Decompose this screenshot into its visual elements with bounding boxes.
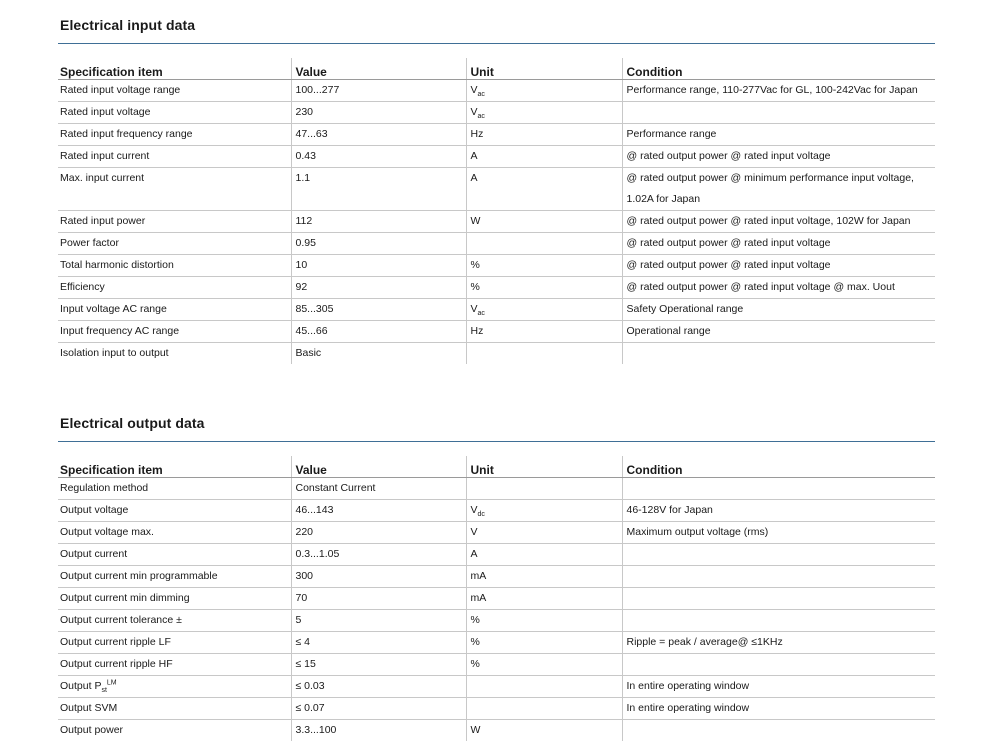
spec-unit-cell — [466, 343, 622, 365]
spec-item-label: Max. input current — [60, 172, 144, 184]
spec-unit-cell — [466, 588, 622, 610]
table-row — [58, 676, 935, 698]
spec-item-label: Output current — [60, 548, 127, 560]
spec-unit-label: % — [471, 614, 480, 626]
spec-unit-label: W — [471, 724, 481, 736]
spec-condition-cell — [622, 632, 935, 654]
spec-item-cell — [58, 478, 291, 500]
spec-unit-label: V — [471, 504, 478, 516]
spec-unit-cell — [466, 277, 622, 299]
spec-item-label: Rated input frequency range — [60, 128, 193, 140]
spec-condition-cell — [622, 343, 935, 365]
spec-value-cell: ≤ 15 — [291, 654, 466, 676]
spec-item-label: Rated input voltage range — [60, 84, 180, 96]
spec-unit-label: % — [471, 281, 480, 293]
spec-condition-cell — [622, 698, 935, 720]
spec-condition-text: @ rated output power @ rated input voltage — [627, 259, 831, 271]
table-row — [58, 566, 935, 588]
spec-item-label: Isolation input to output — [60, 347, 169, 359]
table-header-row — [58, 58, 935, 80]
spec-item-cell — [58, 522, 291, 544]
spec-condition-cell — [622, 146, 935, 168]
spec-condition-cell — [622, 321, 935, 343]
spec-unit-cell — [466, 522, 622, 544]
table-row — [58, 211, 935, 233]
spec-item-cell — [58, 698, 291, 720]
spec-unit-label: Hz — [471, 325, 484, 337]
spec-unit-subscript: ac — [478, 91, 485, 98]
table-row — [58, 299, 935, 321]
header-condition: Condition — [622, 58, 935, 80]
spec-unit-cell — [466, 255, 622, 277]
table-row — [58, 544, 935, 566]
table-row — [58, 698, 935, 720]
header-value: Value — [291, 58, 466, 80]
table-header-row — [58, 456, 935, 478]
spec-item-cell — [58, 720, 291, 741]
output-spec-table — [58, 456, 935, 741]
spec-item-cell — [58, 211, 291, 233]
table-row — [58, 168, 935, 211]
spec-item-cell — [58, 255, 291, 277]
spec-value-cell: 85...305 — [291, 299, 466, 321]
spec-value-cell: Basic — [291, 343, 466, 365]
spec-value-cell: 112 — [291, 211, 466, 233]
table-row — [58, 522, 935, 544]
spec-unit-cell — [466, 632, 622, 654]
spec-item-cell — [58, 343, 291, 365]
spec-value-cell: Constant Current — [291, 478, 466, 500]
spec-condition-cell — [622, 233, 935, 255]
spec-value-cell: 5 — [291, 610, 466, 632]
spec-condition-cell — [622, 80, 935, 102]
spec-value-cell: 10 — [291, 255, 466, 277]
spec-value-cell: 0.3...1.05 — [291, 544, 466, 566]
spec-condition-text: 1.02A for Japan — [627, 193, 701, 205]
header-value: Value — [291, 456, 466, 478]
spec-item-label: Regulation method — [60, 482, 148, 494]
spec-item-cell — [58, 588, 291, 610]
table-row — [58, 478, 935, 500]
spec-value-cell: 47...63 — [291, 124, 466, 146]
spec-unit-label: A — [471, 172, 478, 184]
input-spec-table — [58, 58, 935, 364]
spec-unit-label: mA — [471, 570, 487, 582]
spec-unit-cell — [466, 698, 622, 720]
spec-unit-label: V — [471, 303, 478, 315]
spec-unit-cell — [466, 720, 622, 741]
spec-condition-cell — [622, 299, 935, 321]
table-row — [58, 500, 935, 522]
table-row — [58, 233, 935, 255]
table-row — [58, 124, 935, 146]
table-row — [58, 343, 935, 365]
spec-unit-label: % — [471, 259, 480, 271]
table-row — [58, 255, 935, 277]
spec-item-label: Total harmonic distortion — [60, 259, 174, 271]
spec-condition-cell — [622, 588, 935, 610]
table-row — [58, 146, 935, 168]
spec-item-subscript: st — [101, 687, 106, 694]
spec-value-cell: ≤ 4 — [291, 632, 466, 654]
spec-unit-cell — [466, 544, 622, 566]
spec-item-cell — [58, 632, 291, 654]
spec-unit-cell — [466, 211, 622, 233]
spec-item-label: Output current min programmable — [60, 570, 218, 582]
spec-condition-cell — [622, 544, 935, 566]
spec-value-cell: 70 — [291, 588, 466, 610]
spec-item-label: Output current min dimming — [60, 592, 190, 604]
spec-condition-text: Operational range — [627, 325, 711, 337]
spec-unit-label: V — [471, 526, 478, 538]
spec-item-label: Output voltage max. — [60, 526, 154, 538]
spec-condition-cell — [622, 654, 935, 676]
table-row — [58, 588, 935, 610]
spec-value-cell: 0.95 — [291, 233, 466, 255]
title-divider — [58, 441, 935, 442]
spec-condition-cell — [622, 211, 935, 233]
spec-unit-cell — [466, 102, 622, 124]
spec-unit-cell — [466, 500, 622, 522]
spec-condition-cell — [622, 500, 935, 522]
spec-unit-cell — [466, 478, 622, 500]
spec-item-cell — [58, 233, 291, 255]
spec-unit-label: A — [471, 548, 478, 560]
table-row — [58, 277, 935, 299]
header-unit: Unit — [466, 456, 622, 478]
spec-item-cell — [58, 168, 291, 211]
spec-unit-label: A — [471, 150, 478, 162]
spec-condition-cell — [622, 124, 935, 146]
spec-value-cell: 3.3...100 — [291, 720, 466, 741]
spec-item-cell — [58, 500, 291, 522]
spec-item-label: Rated input current — [60, 150, 149, 162]
spec-value-cell: 220 — [291, 522, 466, 544]
spec-condition-cell — [622, 610, 935, 632]
spec-unit-label: V — [471, 84, 478, 96]
spec-unit-subscript: ac — [478, 113, 485, 120]
spec-condition-cell — [622, 720, 935, 741]
spec-condition-cell — [622, 676, 935, 698]
table-row — [58, 610, 935, 632]
spec-item-label: Rated input power — [60, 215, 145, 227]
spec-item-label: Output power — [60, 724, 123, 736]
spec-condition-text: @ rated output power @ rated input voltage — [627, 150, 831, 162]
spec-item-cell — [58, 654, 291, 676]
spec-item-label: Output P — [60, 680, 101, 692]
spec-condition-text: Performance range — [627, 128, 717, 140]
spec-condition-cell — [622, 522, 935, 544]
spec-condition-text: @ rated output power @ rated input voltage @ max. Uout — [627, 281, 895, 293]
spec-unit-cell — [466, 610, 622, 632]
spec-condition-cell — [622, 102, 935, 124]
spec-item-label: Power factor — [60, 237, 119, 249]
spec-unit-cell — [466, 299, 622, 321]
spec-unit-label: Hz — [471, 128, 484, 140]
section-title-input: Electrical input data — [60, 17, 195, 33]
spec-unit-cell — [466, 676, 622, 698]
table-row — [58, 654, 935, 676]
header-item: Specification item — [58, 456, 291, 478]
spec-item-label: Rated input voltage — [60, 106, 150, 118]
spec-item-cell — [58, 102, 291, 124]
spec-unit-cell — [466, 321, 622, 343]
header-unit: Unit — [466, 58, 622, 80]
spec-condition-text: Maximum output voltage (rms) — [627, 526, 769, 538]
section-title-output: Electrical output data — [60, 415, 205, 431]
spec-item-label: Output current ripple LF — [60, 636, 171, 648]
spec-condition-text: @ rated output power @ minimum performance input voltage, — [627, 172, 914, 184]
table-row — [58, 102, 935, 124]
spec-condition-cell — [622, 566, 935, 588]
table-row — [58, 80, 935, 102]
header-item: Specification item — [58, 58, 291, 80]
spec-value-cell: 1.1 — [291, 168, 466, 211]
spec-item-cell — [58, 277, 291, 299]
spec-item-label: Input voltage AC range — [60, 303, 167, 315]
spec-item-cell — [58, 676, 291, 698]
table-row — [58, 720, 935, 741]
spec-item-cell — [58, 544, 291, 566]
spec-value-cell: 100...277 — [291, 80, 466, 102]
spec-unit-label: mA — [471, 592, 487, 604]
spec-unit-label: W — [471, 215, 481, 227]
spec-item-label: Efficiency — [60, 281, 105, 293]
spec-condition-cell — [622, 168, 935, 211]
spec-condition-text: 46-128V for Japan — [627, 504, 713, 516]
spec-unit-cell — [466, 233, 622, 255]
spec-unit-cell — [466, 80, 622, 102]
spec-condition-text: In entire operating window — [627, 702, 750, 714]
spec-unit-cell — [466, 566, 622, 588]
spec-condition-text: @ rated output power @ rated input voltage, 102W for Japan — [627, 215, 911, 227]
spec-item-cell — [58, 566, 291, 588]
table-row — [58, 632, 935, 654]
spec-condition-cell — [622, 478, 935, 500]
spec-unit-cell — [466, 146, 622, 168]
spec-item-cell — [58, 610, 291, 632]
spec-condition-text: Performance range, 110-277Vac for GL, 100-242Vac for Japan — [627, 84, 918, 96]
table-row — [58, 321, 935, 343]
spec-item-cell — [58, 146, 291, 168]
spec-value-cell: 230 — [291, 102, 466, 124]
spec-unit-label: % — [471, 636, 480, 648]
spec-unit-label: % — [471, 658, 480, 670]
spec-item-cell — [58, 80, 291, 102]
title-divider — [58, 43, 935, 44]
spec-item-label: Output SVM — [60, 702, 117, 714]
spec-unit-subscript: dc — [478, 511, 485, 518]
spec-item-cell — [58, 124, 291, 146]
spec-condition-text: In entire operating window — [627, 680, 750, 692]
spec-value-cell: 45...66 — [291, 321, 466, 343]
spec-condition-cell — [622, 277, 935, 299]
spec-unit-label: V — [471, 106, 478, 118]
spec-value-cell: 92 — [291, 277, 466, 299]
spec-value-cell: ≤ 0.03 — [291, 676, 466, 698]
spec-item-superscript: LM — [107, 680, 117, 687]
spec-unit-cell — [466, 168, 622, 211]
spec-value-cell: 46...143 — [291, 500, 466, 522]
spec-item-label: Input frequency AC range — [60, 325, 179, 337]
spec-condition-text: Safety Operational range — [627, 303, 744, 315]
spec-value-cell: 300 — [291, 566, 466, 588]
spec-unit-subscript: ac — [478, 310, 485, 317]
spec-item-label: Output current ripple HF — [60, 658, 173, 670]
spec-unit-cell — [466, 124, 622, 146]
spec-item-label: Output voltage — [60, 504, 128, 516]
spec-condition-text: Ripple = peak / average@ ≤1KHz — [627, 636, 783, 648]
spec-condition-cell — [622, 255, 935, 277]
spec-item-cell — [58, 299, 291, 321]
spec-condition-text: @ rated output power @ rated input voltage — [627, 237, 831, 249]
header-condition: Condition — [622, 456, 935, 478]
spec-item-label: Output current tolerance ± — [60, 614, 182, 626]
spec-value-cell: ≤ 0.07 — [291, 698, 466, 720]
spec-unit-cell — [466, 654, 622, 676]
spec-value-cell: 0.43 — [291, 146, 466, 168]
spec-item-cell — [58, 321, 291, 343]
